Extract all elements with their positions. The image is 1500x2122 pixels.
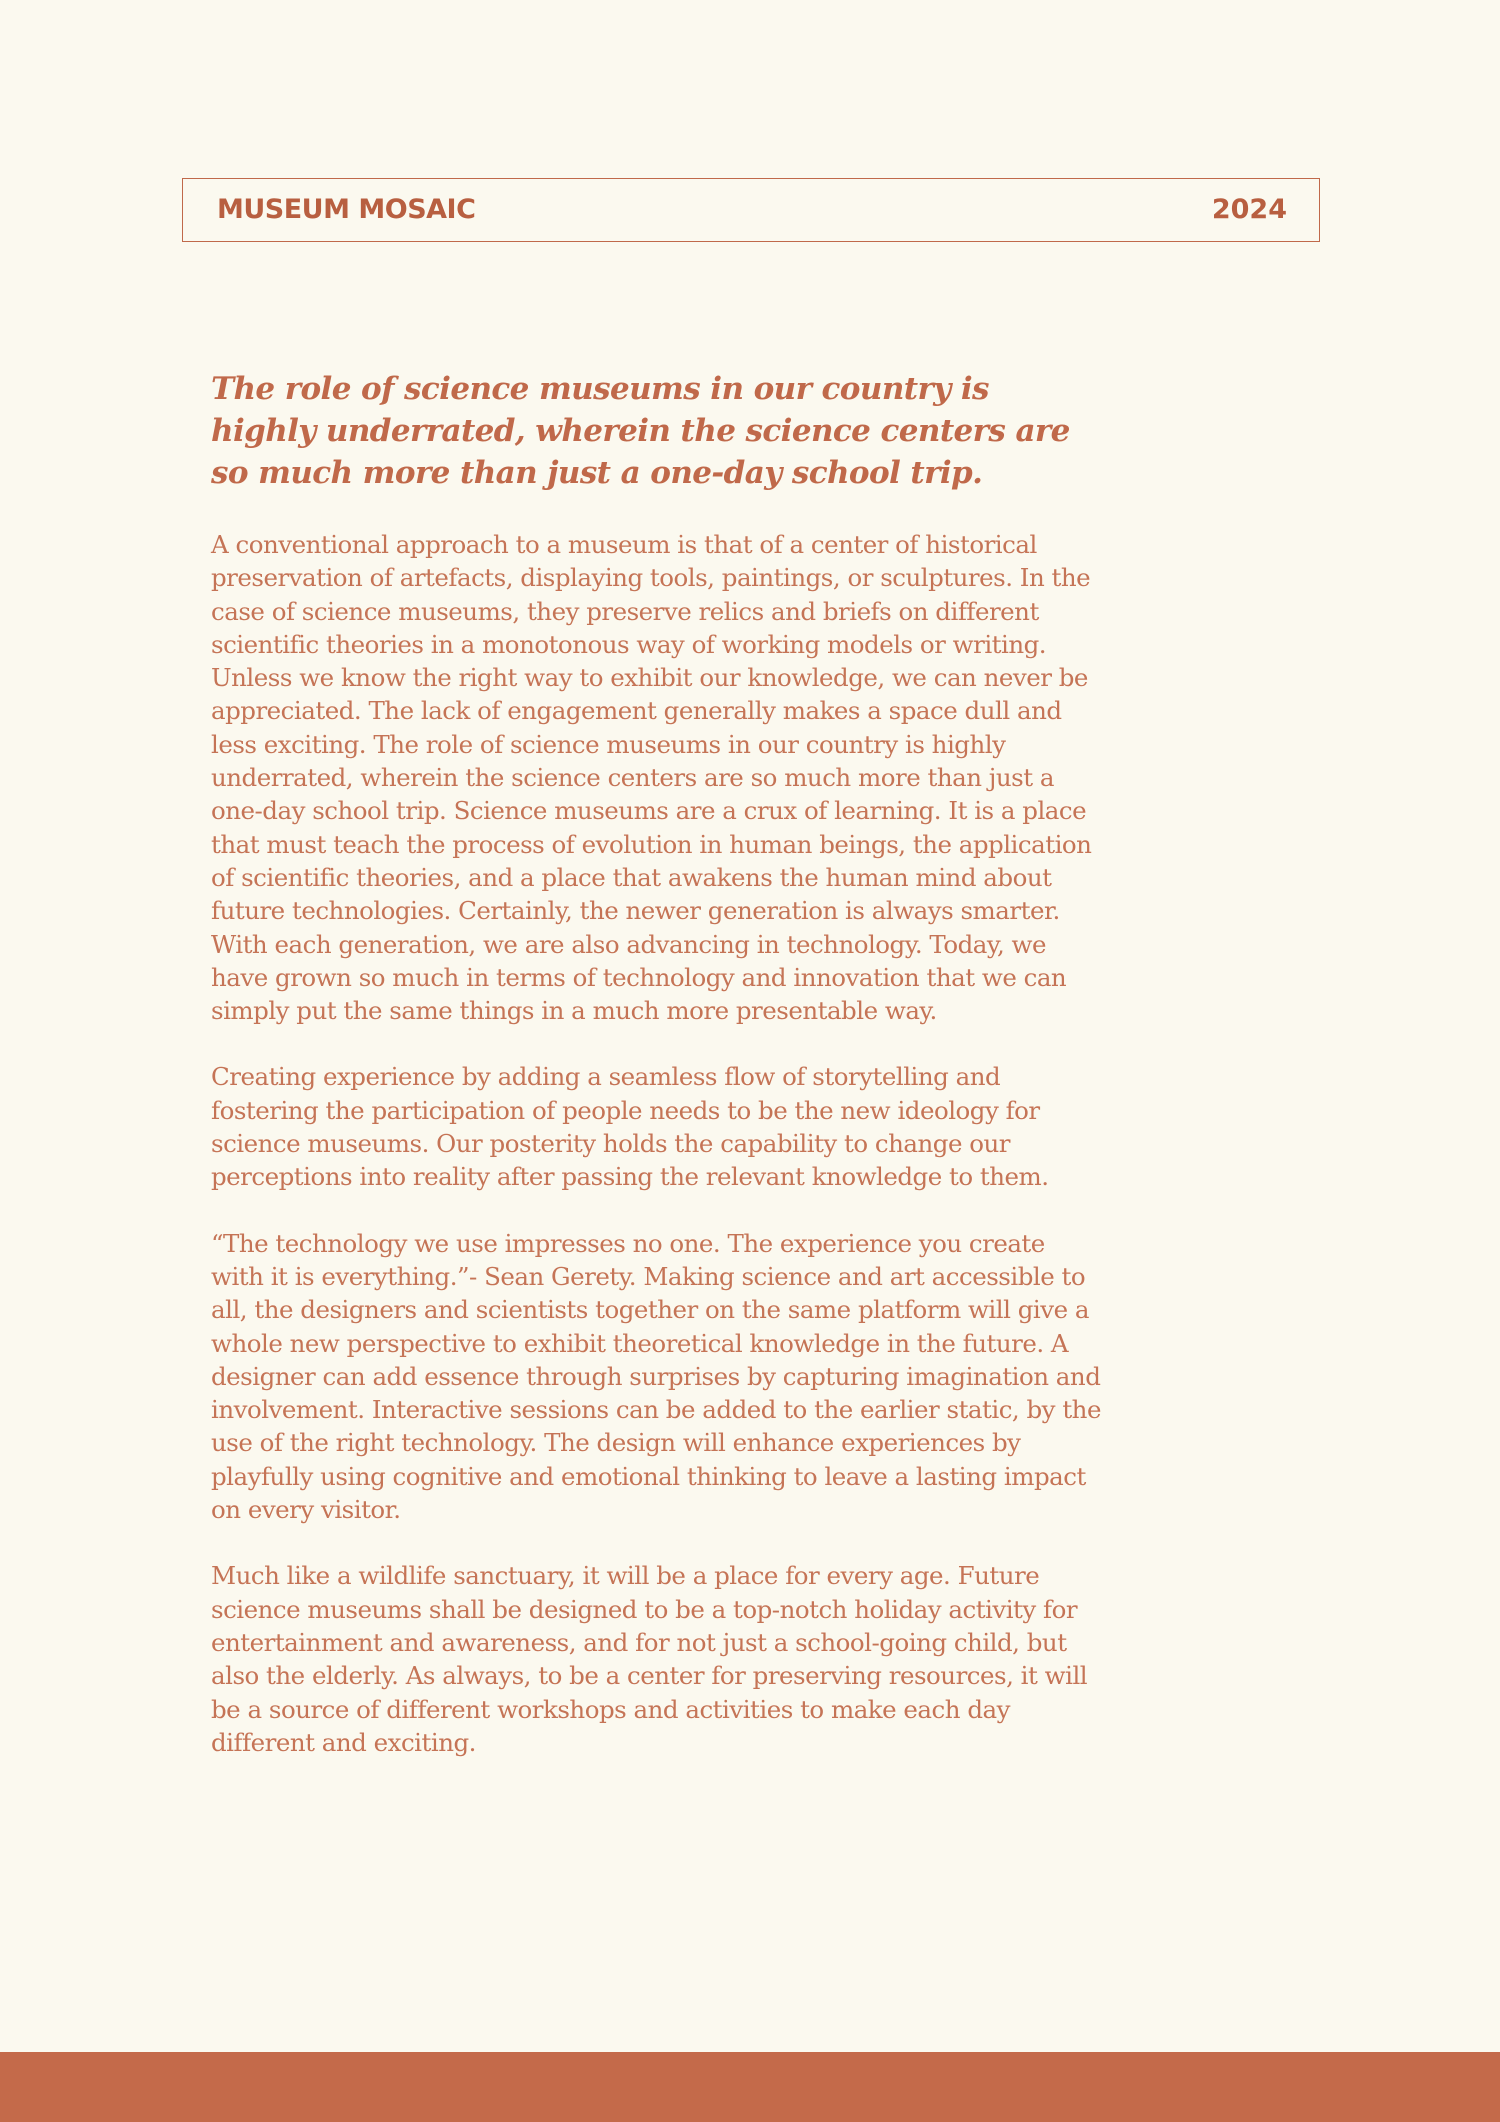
article-paragraph-3: “The technology we use impresses no one. The experience you create with it is everything.”- Sean Gerety. Making science and art accessible to all, the designers and scientists together on the same platform will give a whole new perspective to exhibit theoretical knowledge in the future. A designer can add essence through surprises by capturing imagination and involvement. Interactive sessions can be added to the earlier static, by the use of the right technology. The design will enhance experiences by playfully using cognitive and emotional thinking to leave a lasting impact on every visitor.: [211, 1228, 1101, 1525]
issue-year: 2024: [1211, 194, 1287, 225]
article-paragraph-1: A conventional approach to a museum is that of a center of historical preservation of artefacts, displaying tools, paintings, or sculptures. In the case of science museums, they preserve relics and briefs on different scientific theories in a monotonous way of working models or writing. Unless we know the right way to exhibit our knowledge, we can never be appreciated. The lack of engagement generally makes a space dull and less exciting. The role of science museums in our country is highly underrated, wherein the science centers are so much more than just a one-day school trip. Science museums are a crux of learning. It is a place that must teach the process of evolution in human beings, the application of scientific theories, and a place that awakens the human mind about future technologies. Certainly, the newer generation is always smarter. With each generation, we are also advancing in technology. Today, we have grown so much in terms of technology and innovation that we can simply put the same things in a much more presentable way.: [211, 530, 1092, 1026]
footer-band: [0, 2052, 1500, 2122]
article-headline: The role of science museums in our country is highly underrated, wherein the science centers are so much more than just a one-day school trip.: [211, 371, 1070, 491]
header-bar: [182, 178, 1320, 242]
brand-name: MUSEUM MOSAIC: [217, 194, 476, 225]
article: [211, 368, 1101, 1759]
article-paragraph-4: Much like a wildlife sanctuary, it will be a place for every age. Future science museums shall be designed to be a top-notch holiday activity for entertainment and awareness, and for not just a school-going child, but also the elderly. As always, to be a center for preserving resources, it will be a source of different workshops and activities to make each day different and exciting.: [211, 1561, 1088, 1757]
article-paragraph-2: Creating experience by adding a seamless flow of storytelling and fostering the participation of people needs to be the new ideology for science museums. Our posterity holds the capability to change our perceptions into reality after passing the relevant knowledge to them.: [211, 1062, 1049, 1192]
